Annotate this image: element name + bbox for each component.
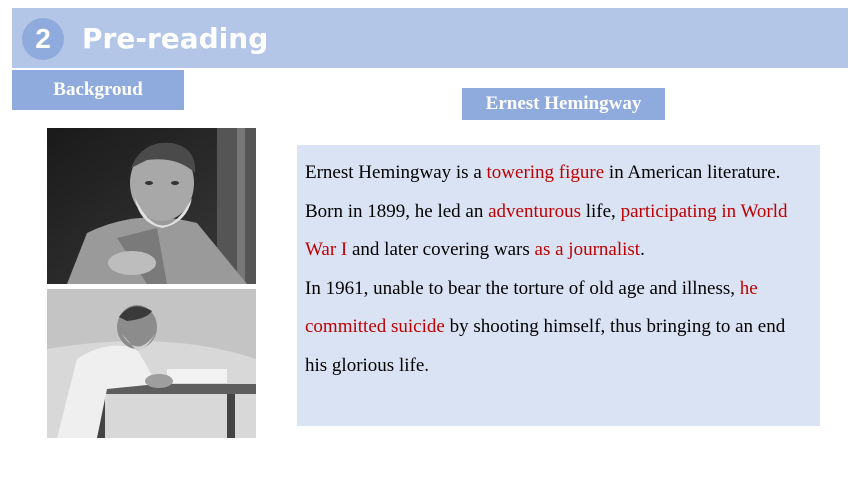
writing-photo-image — [47, 289, 256, 438]
section-title: Pre-reading — [82, 22, 269, 55]
writing-photo — [47, 289, 256, 438]
highlight-towering-figure: towering figure — [486, 162, 605, 183]
highlight-journalist: as a journalist — [534, 239, 641, 260]
text-segment: Born in 1899, he led an — [305, 200, 489, 222]
text-segment: Ernest Hemingway is a — [305, 162, 487, 183]
biography-text-box — [297, 145, 820, 426]
highlight-adventurous: adventurous — [488, 200, 581, 222]
highlight-suicide: he committed suicide — [305, 277, 758, 337]
highlight-world-war: participating in World War I — [305, 200, 788, 260]
text-segment: In 1961, unable to bear the torture of old age and illness, — [305, 277, 740, 299]
text-segment: . — [640, 239, 645, 260]
portrait-photo — [47, 128, 256, 284]
portrait-photo-image — [47, 128, 256, 284]
text-segment: and later covering wars — [347, 239, 535, 260]
section-number-badge: 2 — [22, 18, 64, 60]
name-tag: Ernest Hemingway — [462, 88, 665, 120]
text-segment: life, — [580, 200, 621, 222]
background-tag: Backgroud — [12, 70, 184, 110]
text-segment: in American literature. — [604, 162, 781, 183]
text-segment: by shooting himself, thus bringing to an end his glorious life. — [305, 316, 786, 376]
biography-paragraph — [305, 154, 812, 385]
